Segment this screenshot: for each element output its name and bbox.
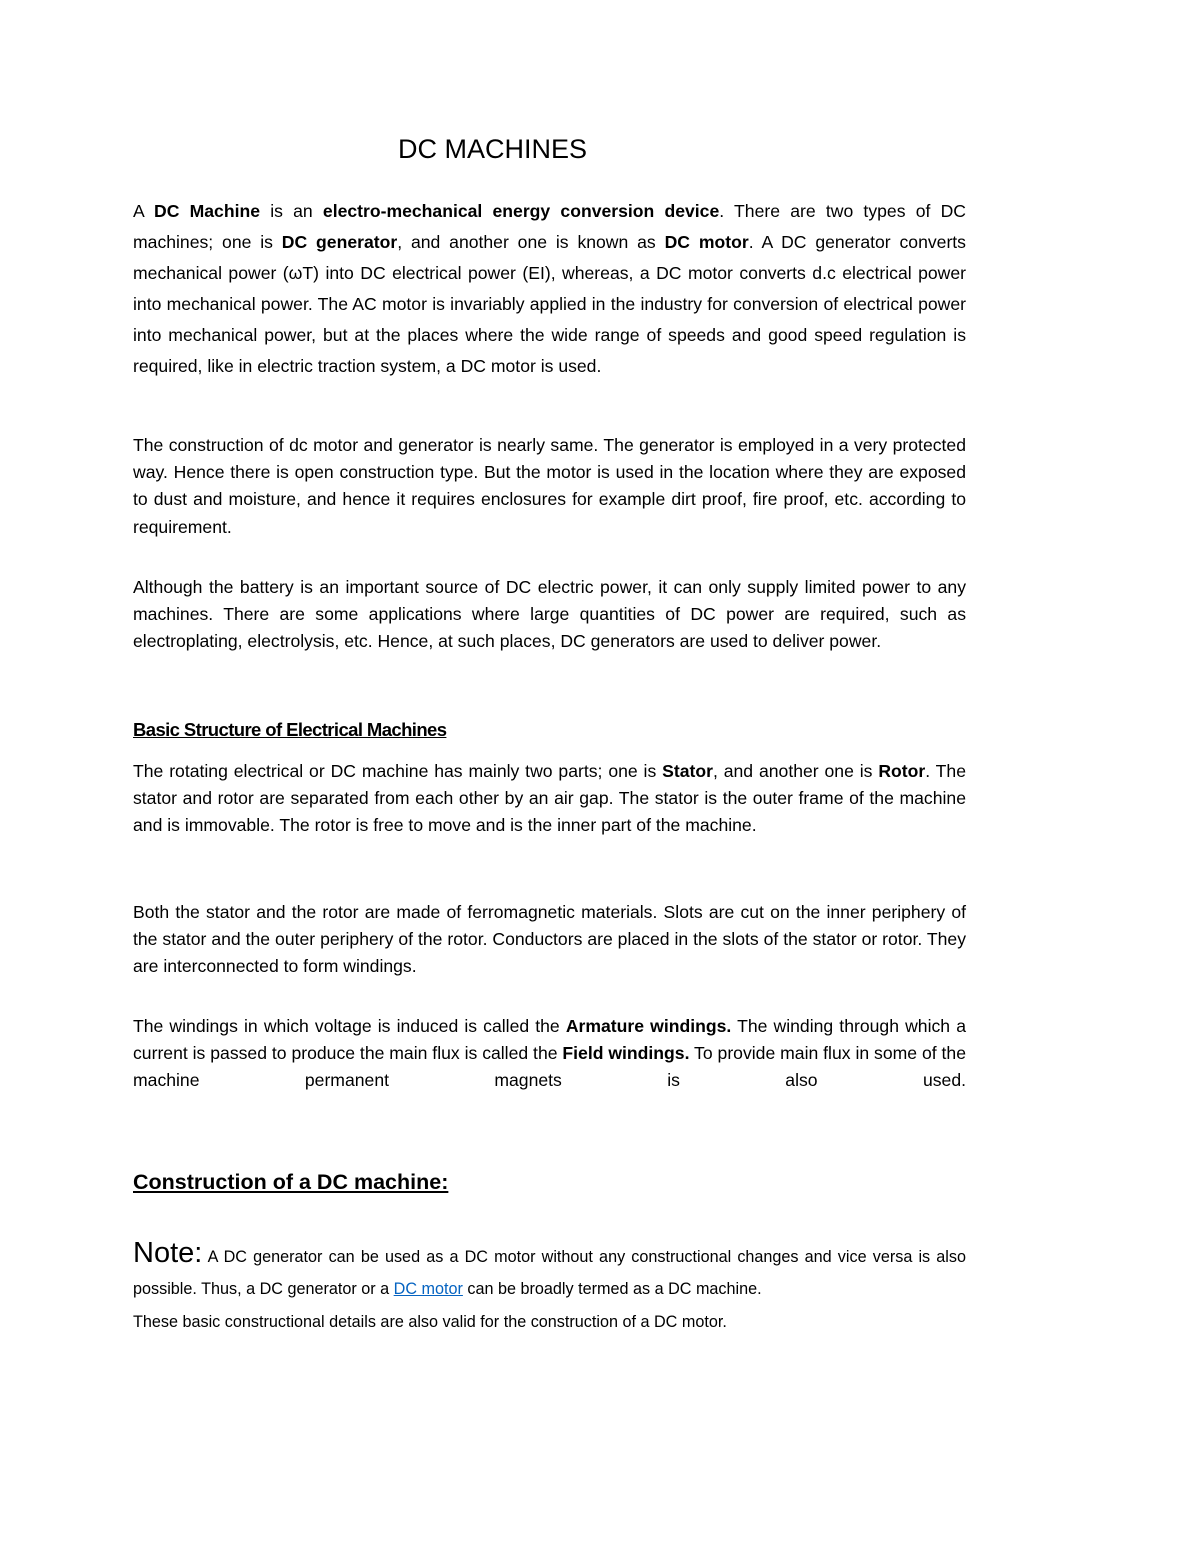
- bold-term: Armature windings.: [565, 1016, 732, 1036]
- text-run: . There are two types of DC machines; one is: [133, 201, 966, 252]
- page-title: DC MACHINES: [398, 134, 588, 164]
- text-run: The windings in which voltage is induced is called the: [133, 1016, 566, 1036]
- windings-paragraph: [133, 1013, 966, 1095]
- text-run: . A DC generator converts mechanical power (ωT) into DC electrical power (EI), whereas, a DC motor converts d.c electrical power into mechanical power. The AC motor is invariably applied in the industry for conversion of electrical power into mechanical power, but at the places where the wide range of speeds and good speed regulation is required, like in electric traction system, a DC motor is used.: [133, 232, 966, 376]
- intro-paragraph: [133, 196, 966, 382]
- bold-term: DC motor: [664, 232, 749, 252]
- basic-structure-heading: Basic Structure of Electrical Machines: [133, 719, 447, 740]
- note-final-line: These basic constructional details are also valid for the construction of a DC motor.: [133, 1313, 727, 1331]
- bold-term: Rotor: [878, 761, 926, 781]
- battery-paragraph: Although the battery is an important source of DC electric power, it can only supply limited power to any machines. There are some applications where large quantities of DC power are required, such as electroplating, electrolysis, etc. Hence, at such places, DC generators are used to deliver power.: [133, 577, 966, 652]
- bold-term: DC Machine: [153, 201, 260, 221]
- bold-term: DC generator: [281, 232, 398, 252]
- text-run: A: [133, 201, 154, 221]
- bold-term: electro-mechanical energy conversion device: [322, 201, 720, 221]
- materials-paragraph: Both the stator and the rotor are made of ferromagnetic materials. Slots are cut on the inner periphery of the stator and the outer periphery of the rotor. Conductors are placed in the slots of the stator or rotor. They are interconnected to form windings.: [133, 902, 966, 977]
- text-run: The rotating electrical or DC machine has mainly two parts; one is: [133, 761, 663, 781]
- rotating-machine-paragraph: [133, 758, 966, 840]
- text-run: can be broadly termed as a DC machine.: [462, 1280, 762, 1298]
- construction-paragraph: The construction of dc motor and generator is nearly same. The generator is employed in a very protected way. Hence there is open construction type. But the motor is used in the location where they are exposed to dust and moisture, and hence it requires enclosures for example dirt proof, fire proof, etc. according to requirement.: [133, 435, 966, 537]
- text-run: The winding through which a current is passed to produce the main flux is called the: [133, 1016, 966, 1064]
- bold-term: Stator: [662, 761, 713, 781]
- note-paragraph: [133, 1237, 966, 1305]
- text-run: A DC generator can be used as a DC motor without any constructional changes and vice versa is also possible. Thus, a DC generator or a: [133, 1248, 966, 1298]
- text-run: , and another one is known as: [397, 232, 665, 252]
- text-run: is an: [260, 201, 323, 221]
- text-run: To provide main flux in some of the machine permanent magnets is also used.: [133, 1043, 966, 1091]
- bold-term: Field windings.: [562, 1043, 690, 1064]
- text-run: , and another one is: [712, 761, 879, 781]
- dc-motor-link[interactable]: DC motor: [393, 1280, 463, 1298]
- text-run: . The stator and rotor are separated from each other by an air gap. The stator is the outer frame of the machine and is immovable. The rotor is free to move and is the inner part of the machine.: [133, 761, 966, 836]
- construction-heading: Construction of a DC machine:: [133, 1170, 449, 1194]
- note-label: Note:: [133, 1237, 203, 1269]
